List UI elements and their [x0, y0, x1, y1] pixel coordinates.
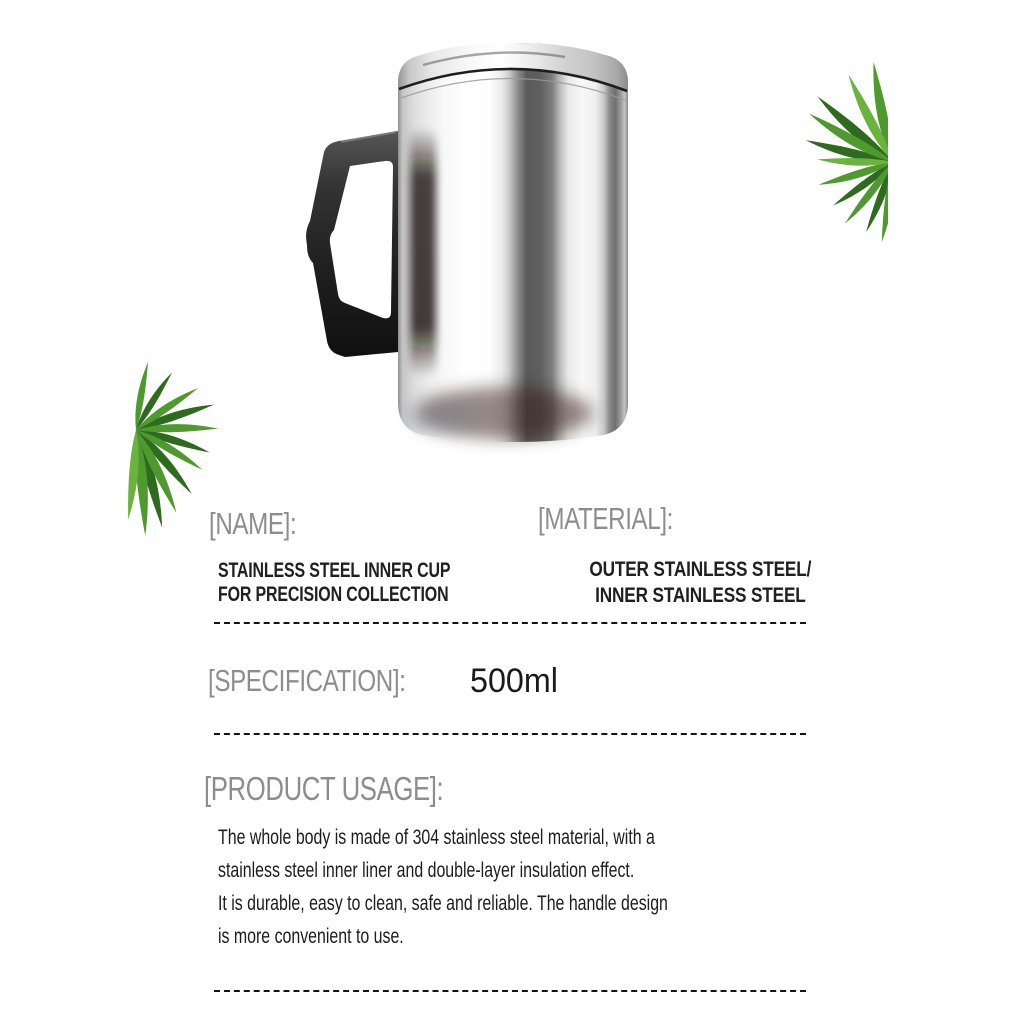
material-section-value	[560, 557, 840, 608]
material-line: OUTER STAINLESS STEEL/	[589, 558, 811, 581]
name-line: FOR PRECISION COLLECTION	[218, 583, 449, 606]
mug-body-bottom-blue-reflection	[409, 401, 481, 433]
usage-section-heading	[204, 770, 511, 808]
usage-line: The whole body is made of 304 stainless steel material, with a	[218, 825, 655, 849]
palm-leaf-icon	[790, 30, 888, 250]
name-section-heading-text: [NAME]:	[209, 506, 297, 541]
material-section-heading-text: [MATERIAL]:	[538, 501, 674, 536]
mug-handle	[306, 131, 398, 357]
usage-paragraph	[218, 821, 826, 953]
section-divider	[214, 622, 806, 624]
usage-line: stainless steel inner liner and double-layer insulation effect.	[218, 858, 635, 882]
material-section-heading	[538, 501, 711, 537]
usage-line: It is durable, easy to clean, safe and reliable. The handle design	[218, 891, 668, 915]
usage-section-heading-text: [PRODUCT USAGE]:	[204, 770, 444, 807]
name-section-heading	[209, 506, 321, 542]
section-divider	[214, 990, 806, 992]
palm-blades-mid	[132, 361, 218, 536]
section-divider	[214, 733, 806, 735]
mug-photo	[295, 15, 640, 465]
name-line: STAINLESS STEEL INNER CUP	[218, 559, 451, 582]
material-line: INNER STAINLESS STEEL	[594, 583, 806, 607]
usage-line: is more convenient to use.	[218, 924, 404, 948]
specification-value: 500ml	[470, 662, 558, 700]
specification-heading-text: [SPECIFICATION]:	[208, 663, 406, 698]
specification-heading	[208, 663, 461, 699]
name-section-value	[218, 559, 524, 607]
mug-body-handle-reflection	[410, 127, 436, 377]
